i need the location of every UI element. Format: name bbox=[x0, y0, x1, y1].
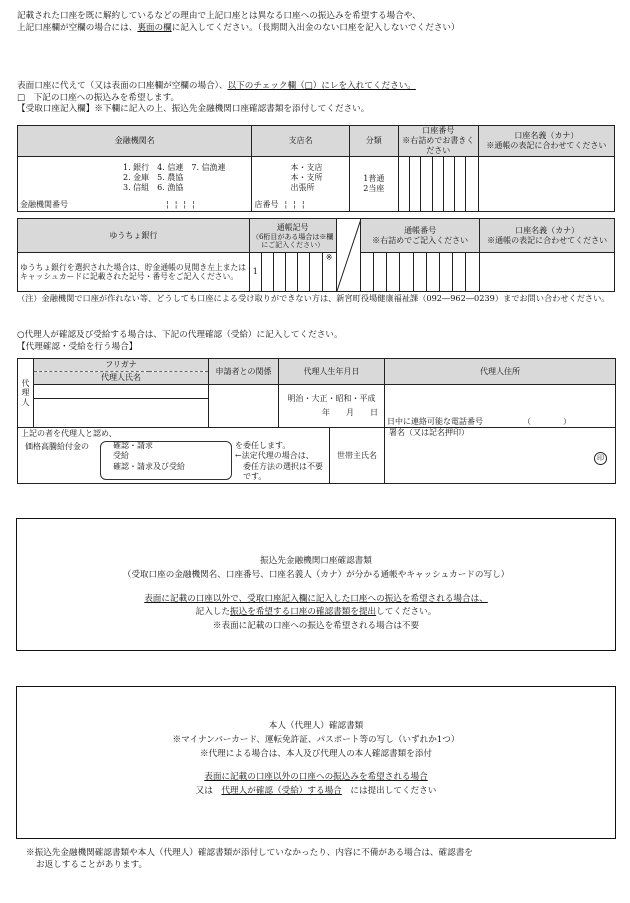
back-side-link: 裏面の欄 bbox=[137, 22, 172, 33]
branch-type-options[interactable]: 本・支店 本・支所 出張所 bbox=[252, 157, 349, 199]
bank-document-box: 振込先金融機関口座確認書類 （受取口座の金融機関名、口座番号、口座名義人（カナ）が分かる通帳やキャッシュカードの写し） 表面に記載の口座以外で、受取口座記入欄に記入した口座への振込を希望される場合は、 記入した振込を希望する口座の確認書類を提出してください。 ※表面に記載の口座への振込を希望される場合は不要 bbox=[16, 518, 616, 651]
householder-label: 世帯主氏名 bbox=[330, 428, 385, 484]
note-text: （注）金融機関で口座が作れない等、どうしても口座による受け取りができない方は、新宮町役場健康福祉課（092―962―0239）までお問い合わせください。 bbox=[17, 293, 610, 303]
instruction-block bbox=[17, 81, 617, 116]
footer-note: ※振込先金融機関確認書類や本人（代理人）確認書類が添付していなかったり、内容に不備がある場合は、確認書を お返しすることがあります。 bbox=[26, 848, 473, 870]
bank-type-options[interactable]: 1. 銀行 4. 信連 7. 信漁連 2. 金庫 5. 農協 3. 信組 6. 漁協 bbox=[18, 157, 252, 199]
signature-field[interactable]: 署名（又は記名押印） 印 bbox=[385, 428, 616, 484]
entrust-text: を委任します。 ←法定代理の場合は、 委任方法の選択は不要です。 bbox=[235, 441, 323, 482]
symbol-digit-extra[interactable]: ※ bbox=[322, 253, 336, 292]
birthdate-header: 代理人生年月日 bbox=[279, 359, 385, 385]
proxy-name-header: 代理人氏名 bbox=[34, 372, 209, 385]
bank-document-title: 振込先金融機関口座確認書類 bbox=[260, 556, 372, 566]
type-header: 分類 bbox=[349, 126, 398, 157]
number-digit-8[interactable] bbox=[452, 253, 465, 292]
account-digit-4[interactable] bbox=[432, 157, 443, 212]
receive-account-header: 【受取口座記入欄】※下欄に記入の上、振込先金融機関口座確認書類を添付してください。 bbox=[17, 104, 370, 115]
symbol-digit-2[interactable] bbox=[261, 253, 273, 292]
number-digit-3[interactable] bbox=[387, 253, 400, 292]
account-digit-3[interactable] bbox=[421, 157, 432, 212]
yucho-holder-header: 口座名義（カナ） ※通帳の表記に合わせてください bbox=[480, 219, 615, 253]
intro-line-2: 上記口座欄が空欄の場合には、裏面の欄に記入してください。（長期間入出金のない口座を記入しないでください） bbox=[17, 22, 460, 33]
bank-name-header: 金融機関名 bbox=[18, 126, 252, 157]
account-digit-1[interactable] bbox=[398, 157, 409, 212]
branch-code-field[interactable]: 店番号 ¦¦¦ bbox=[252, 199, 349, 212]
account-number-header: 口座番号 ※右詰めでお書きください bbox=[398, 126, 478, 157]
symbol-digit-1: 1 bbox=[249, 253, 261, 292]
birthdate-input[interactable]: 明治・大正・昭和・平成 年 月 日 bbox=[279, 385, 385, 428]
diagonal-line bbox=[337, 219, 361, 291]
number-digit-1[interactable] bbox=[361, 253, 374, 292]
proxy-side-label: 代理人 bbox=[18, 359, 34, 428]
account-digit-7[interactable] bbox=[466, 157, 478, 212]
yucho-description: ゆうちょ銀行を選択された場合は、貯金通帳の見開き左上またはキャッシュカードに記載された記号・番号をご記入ください。 bbox=[18, 253, 250, 292]
number-digit-5[interactable] bbox=[413, 253, 426, 292]
account-digit-6[interactable] bbox=[455, 157, 466, 212]
relation-input[interactable] bbox=[209, 385, 279, 428]
transfer-checkbox[interactable]: □ 下記の口座への振込みを希望します。 bbox=[17, 92, 180, 103]
intro-text bbox=[17, 11, 617, 34]
account-type-options[interactable]: 1普通 2当座 bbox=[349, 157, 398, 212]
bank-account-table bbox=[17, 125, 615, 212]
identity-document-title: 本人（代理人）確認書類 bbox=[268, 721, 364, 731]
proxy-table bbox=[17, 358, 616, 484]
number-digit-9[interactable] bbox=[466, 253, 480, 292]
furigana-header: フリガナ bbox=[34, 359, 209, 372]
seal-mark: 印 bbox=[594, 452, 607, 465]
furigana-input[interactable] bbox=[34, 385, 209, 399]
entrust-cell: 上記の者を代理人と認め、 価格高騰給付金の 確認・請求 受給 確認・請求及び受給 を委任します。 ←法定代理の場合は、 委任方法の選択は不要です。 bbox=[18, 428, 330, 484]
relation-header: 申請者との関係 bbox=[209, 359, 279, 385]
entrust-options[interactable]: 確認・請求 受給 確認・請求及び受給 bbox=[113, 441, 185, 471]
symbol-digit-4[interactable] bbox=[286, 253, 298, 292]
number-digit-7[interactable] bbox=[439, 253, 452, 292]
account-digit-2[interactable] bbox=[410, 157, 421, 212]
address-input[interactable]: 日中に連絡可能な電話番号 （ ） bbox=[385, 385, 616, 428]
identity-document-box: 本人（代理人）確認書類 ※マイナンバーカード、運転免許証、パスポート等の写し（いずれか1つ） ※代理による場合は、本人及び代理人の本人確認書類を添付 表面に記載の口座以外の口座への振込みを希望される場合 又は 代理人が確認（受給）する場合 には提出してください bbox=[16, 686, 616, 839]
address-header: 代理人住所 bbox=[385, 359, 616, 385]
account-digit-5[interactable] bbox=[443, 157, 454, 212]
symbol-digit-5[interactable] bbox=[298, 253, 310, 292]
account-holder-input[interactable] bbox=[478, 157, 614, 212]
number-digit-2[interactable] bbox=[374, 253, 387, 292]
diagonal-cell bbox=[336, 219, 360, 292]
number-digit-4[interactable] bbox=[400, 253, 413, 292]
yucho-holder-input[interactable] bbox=[480, 253, 615, 292]
yucho-bank-label: ゆうちょ銀行 bbox=[18, 219, 250, 253]
symbol-digit-3[interactable] bbox=[273, 253, 285, 292]
bank-code-field[interactable]: 金融機関番号 ¦¦¦¦ bbox=[18, 199, 252, 212]
number-digit-6[interactable] bbox=[426, 253, 439, 292]
passbook-number-header: 通帳番号 ※右詰めでご記入ください bbox=[361, 219, 480, 253]
intro-line-1: 記載された口座を既に解約しているなどの理由で上記口座とは異なる口座への振込みを希望する場合や、 bbox=[17, 11, 421, 21]
proxy-name-input[interactable] bbox=[34, 399, 209, 428]
account-holder-header: 口座名義（カナ） ※通帳の表記に合わせてください bbox=[478, 126, 614, 157]
yucho-table bbox=[17, 218, 615, 292]
branch-name-header: 支店名 bbox=[252, 126, 349, 157]
passbook-symbol-header: 通帳記号 （6桁目がある場合は※欄にご記入ください） bbox=[249, 219, 336, 253]
symbol-digit-6[interactable] bbox=[310, 253, 322, 292]
proxy-intro: ○代理人が確認及び受給する場合は、下記の代理確認（受給）に記入してください。 【代理確認・受給を行う場合】 bbox=[17, 330, 617, 353]
instruction-line: 表面口座に代えて（又は表面の口座欄が空欄の場合）、以下のチェック欄（□）にレを入れてください。 bbox=[17, 81, 416, 91]
proxy-header: 【代理確認・受給を行う場合】 bbox=[17, 341, 138, 352]
